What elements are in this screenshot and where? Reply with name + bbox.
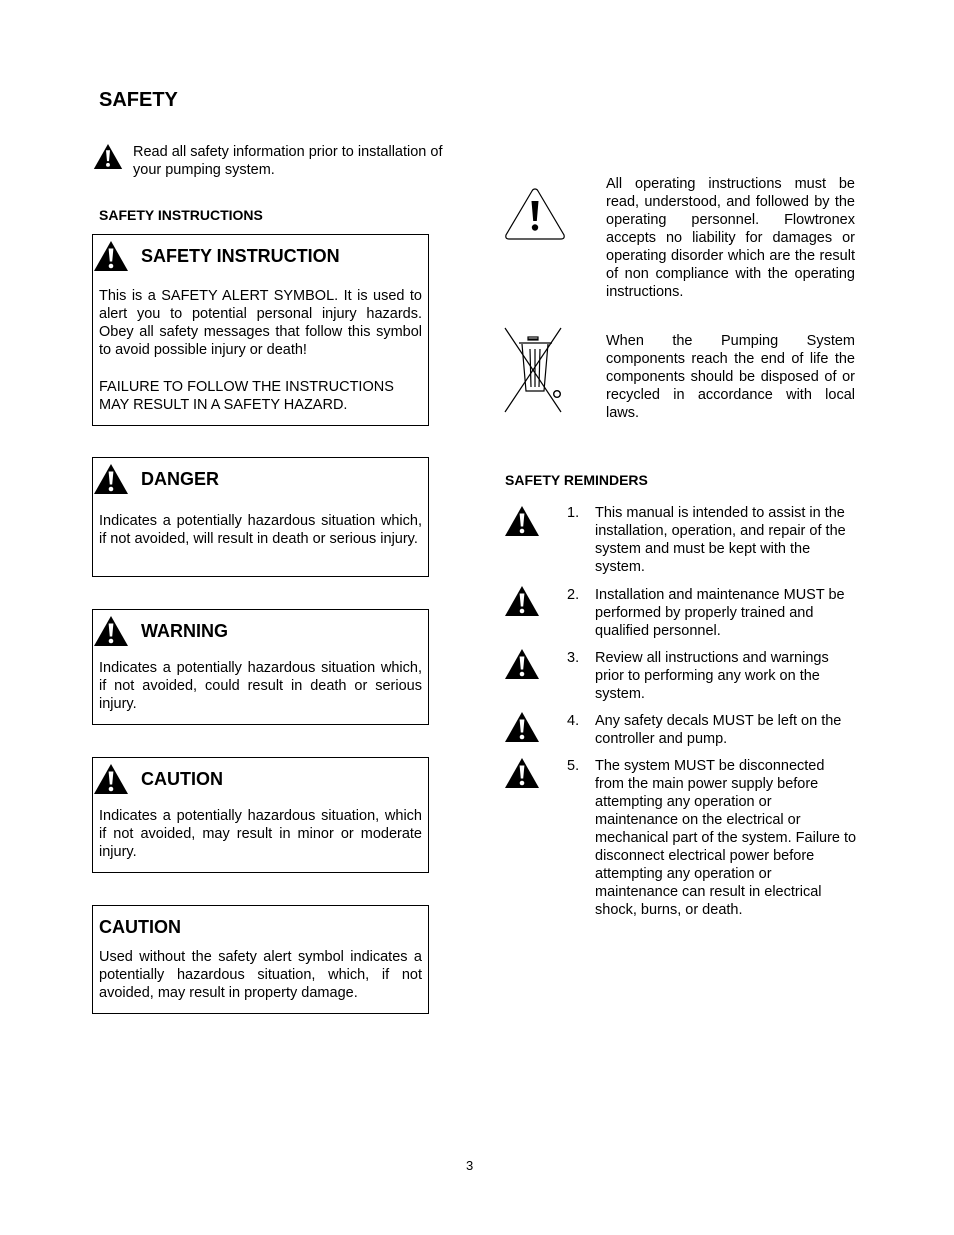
- reminder-number: 1.: [567, 505, 580, 521]
- warning-triangle-icon: [93, 240, 129, 272]
- warning-triangle-icon: [93, 615, 129, 647]
- warning-triangle-icon: [504, 585, 540, 617]
- list-item: Review all instructions and warnings prior to performing any work on the system.: [595, 650, 829, 702]
- reminder-number: 3.: [567, 650, 580, 666]
- box-text: This is a SAFETY ALERT SYMBOL. It is used to alert you to potential personal injury hazards. Obey all safety messages that follow this symbol to avoid possible injury or death!: [99, 288, 422, 358]
- box-text: Indicates a potentially hazardous situation, which if not avoided, may result in minor or moderate injury.: [99, 808, 422, 860]
- caution-box: [92, 757, 429, 873]
- box-title: DANGER: [141, 469, 220, 489]
- box-text: Used without the safety alert symbol indicates a potentially hazardous situation, which, if not avoided, may result in property damage.: [99, 949, 422, 1001]
- warning-box: [92, 609, 429, 725]
- box-text: Indicates a potentially hazardous situation which, if not avoided, could result in death or serious injury.: [99, 660, 422, 712]
- safety-instruction-box: [92, 234, 429, 426]
- reminder-number: 5.: [567, 758, 580, 774]
- warning-triangle-icon: [504, 505, 540, 537]
- warning-triangle-icon: [93, 763, 129, 795]
- disposal-note: When the Pumping System components reach the end of life the components should be disposed of or recycled in accordance with local laws.: [606, 333, 855, 421]
- list-item: The system MUST be disconnected from the main power supply before attempting any operation or maintenance on the electrical or mechanical part of the system. Failure to disconnect electrical power before attempting any operation or maintenance can result in electrical shock, burns, or death.: [595, 758, 857, 918]
- box-title: WARNING: [141, 621, 228, 641]
- safety-reminders-heading: SAFETY REMINDERS: [505, 472, 648, 488]
- warning-triangle-icon: [93, 463, 129, 495]
- warning-triangle-icon: [93, 143, 123, 170]
- box-text: FAILURE TO FOLLOW THE INSTRUCTIONS MAY RESULT IN A SAFETY HAZARD.: [99, 379, 394, 413]
- page-number: 3: [466, 1158, 474, 1173]
- safety-instructions-heading: SAFETY INSTRUCTIONS: [99, 207, 263, 223]
- operating-instructions-note: All operating instructions must be read, understood, and followed by the operating personnel. Flowtronex accepts no liability for damages or operating disorder which are the result of non compliance with the operating instructions.: [606, 176, 855, 300]
- box-title: CAUTION: [99, 917, 181, 937]
- warning-triangle-icon: [504, 757, 540, 789]
- list-item: This manual is intended to assist in the installation, operation, and repair of the system and must be kept with the system.: [595, 505, 846, 575]
- reminder-number: 4.: [567, 713, 580, 729]
- warning-triangle-icon: [504, 711, 540, 743]
- intro-text: Read all safety information prior to installation of your pumping system.: [133, 144, 443, 178]
- crossed-out-bin-icon: [504, 327, 562, 413]
- warning-triangle-icon: [504, 648, 540, 680]
- box-title: CAUTION: [141, 769, 223, 789]
- list-item: Any safety decals MUST be left on the controller and pump.: [595, 713, 842, 747]
- outlined-warning-icon: [503, 186, 567, 242]
- box-title: SAFETY INSTRUCTION: [141, 246, 340, 266]
- box-text: Indicates a potentially hazardous situation which, if not avoided, will result in death or serious injury.: [99, 513, 422, 547]
- caution-property-box: [92, 905, 429, 1014]
- reminder-number: 2.: [567, 587, 580, 603]
- list-item: Installation and maintenance MUST be performed by properly trained and qualified personnel.: [595, 587, 845, 639]
- page-title: SAFETY: [99, 89, 178, 111]
- danger-box: [92, 457, 429, 577]
